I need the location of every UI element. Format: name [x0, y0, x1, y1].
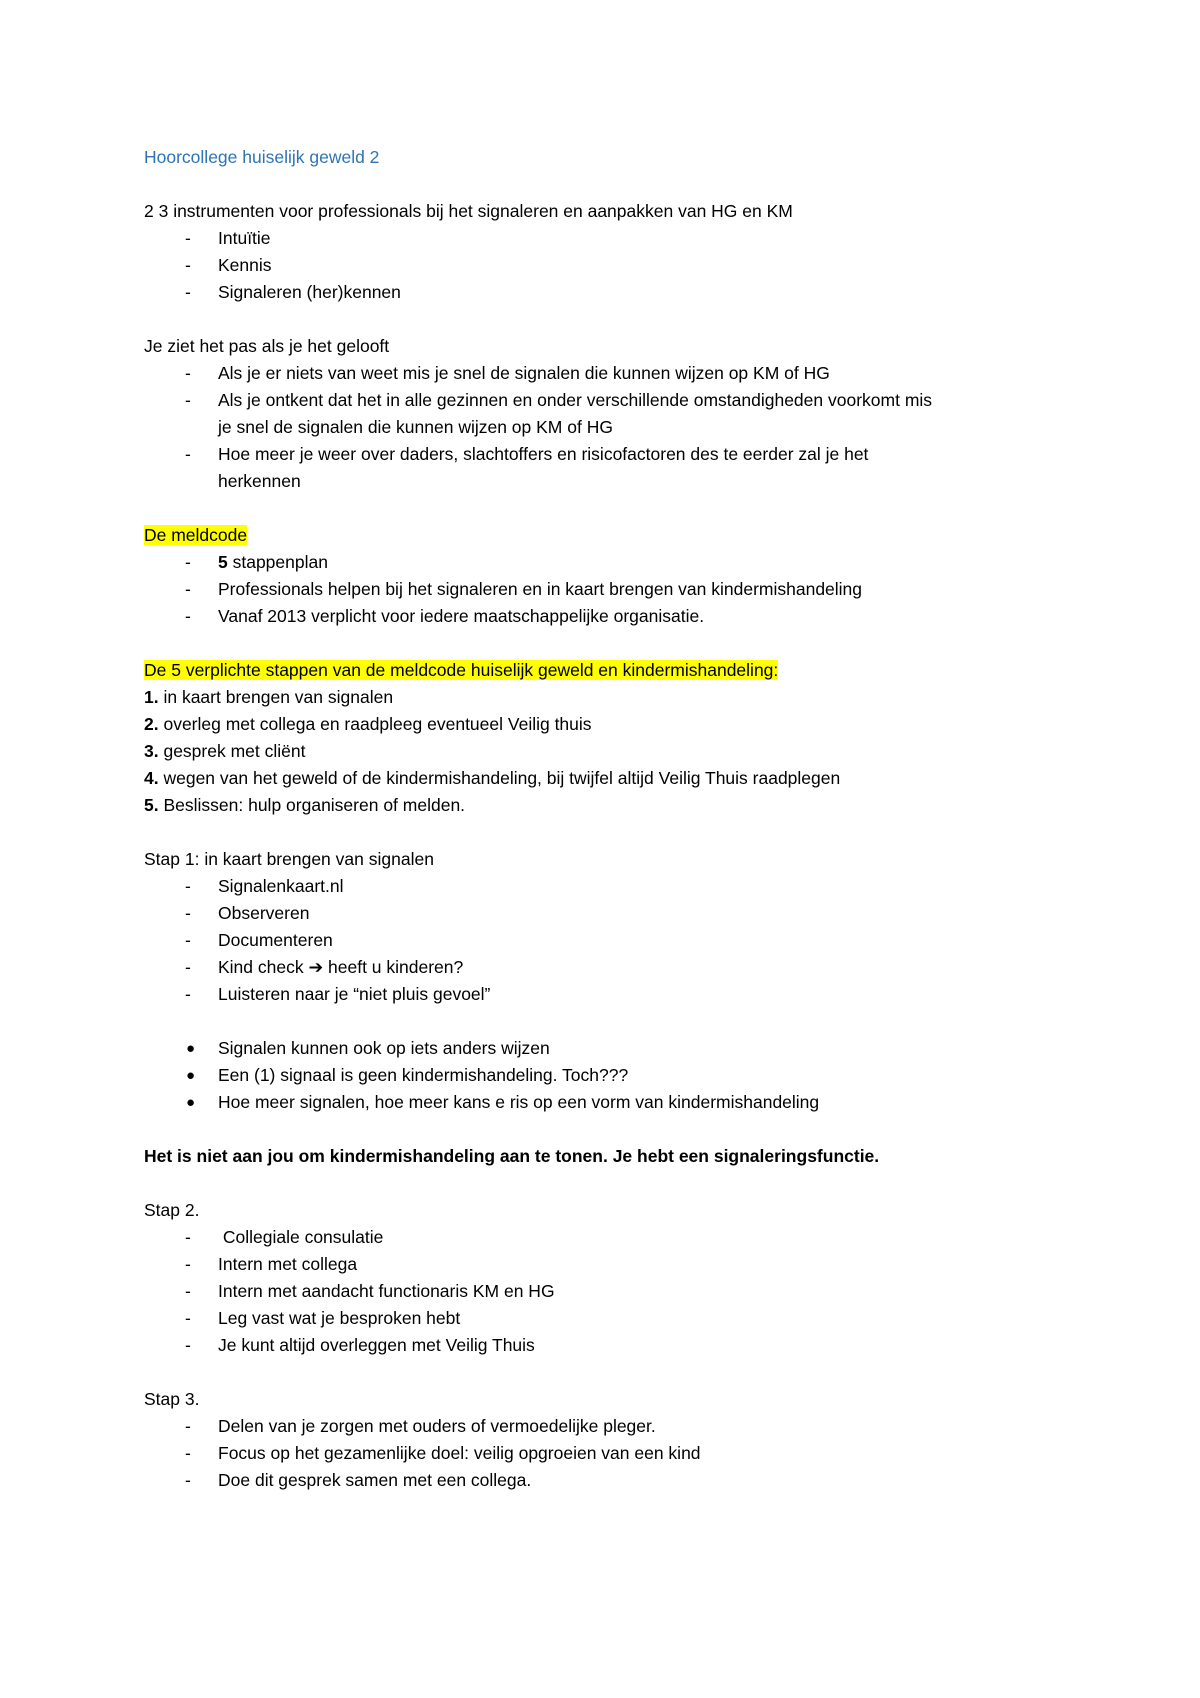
list-item: Intern met collega	[218, 1254, 358, 1274]
list-item: Hoe meer je weer over daders, slachtoffers en risicofactoren des te eerder zal je het	[218, 444, 869, 464]
step-text: in kaart brengen van signalen	[158, 687, 394, 707]
dash-marker: -	[185, 363, 191, 383]
dash-marker: -	[185, 552, 191, 572]
list-item: Focus op het gezamenlijke doel: veilig opgroeien van een kind	[218, 1443, 701, 1463]
dash-marker: -	[185, 930, 191, 950]
list-item: Documenteren	[218, 930, 333, 950]
list-item: Kennis	[218, 255, 272, 275]
section-heading-gelooft: Je ziet het pas als je het gelooft	[144, 336, 390, 356]
document-title: Hoorcollege huiselijk geweld 2	[144, 147, 380, 167]
list-item: Collegiale consulatie	[218, 1227, 384, 1247]
dash-marker: -	[185, 1254, 191, 1274]
step-line	[144, 765, 840, 792]
dash-marker: -	[185, 957, 191, 977]
dash-marker: -	[185, 984, 191, 1004]
dash-marker: -	[185, 1443, 191, 1463]
section-heading-instruments: 2 3 instrumenten voor professionals bij het signaleren en aanpakken van HG en KM	[144, 201, 793, 221]
step-line	[144, 738, 305, 765]
section-heading-stap-2: Stap 2.	[144, 1200, 200, 1220]
dash-marker: -	[185, 255, 191, 275]
step-number: 2.	[144, 714, 159, 734]
highlighted-heading: De 5 verplichte stappen van de meldcode huiselijk geweld en kindermishandeling:	[144, 660, 779, 680]
list-item: Delen van je zorgen met ouders of vermoedelijke pleger.	[218, 1416, 656, 1436]
step-number: 1.	[144, 687, 159, 707]
bold-number: 5	[218, 552, 228, 572]
list-item: Leg vast wat je besproken hebt	[218, 1308, 461, 1328]
dash-marker: -	[185, 228, 191, 248]
bullet-marker: ●	[186, 1040, 196, 1057]
dash-marker: -	[185, 1470, 191, 1490]
step-number: 5.	[144, 795, 159, 815]
list-item-continuation: herkennen	[218, 471, 301, 491]
list-item: Intuïtie	[218, 228, 271, 248]
list-item	[218, 549, 328, 576]
bold-statement: Het is niet aan jou om kindermishandeling aan te tonen. Je hebt een signaleringsfunctie.	[144, 1146, 880, 1166]
dash-marker: -	[185, 1281, 191, 1301]
list-item: Als je er niets van weet mis je snel de signalen die kunnen wijzen op KM of HG	[218, 363, 830, 383]
section-heading-stap-1: Stap 1: in kaart brengen van signalen	[144, 849, 434, 869]
bullet-marker: ●	[186, 1067, 196, 1084]
step-text: wegen van het geweld of de kindermishandeling, bij twijfel altijd Veilig Thuis raadplegen	[158, 768, 841, 788]
step-text: gesprek met cliënt	[158, 741, 306, 761]
step-line	[144, 711, 592, 738]
arrow-right-icon: ➔	[308, 957, 324, 977]
list-item: Observeren	[218, 903, 310, 923]
list-item-continuation: je snel de signalen die kunnen wijzen op KM of HG	[218, 417, 613, 437]
list-item: Je kunt altijd overleggen met Veilig Thuis	[218, 1335, 535, 1355]
dash-marker: -	[185, 444, 191, 464]
dash-marker: -	[185, 1308, 191, 1328]
list-item-text: heeft u kinderen?	[323, 957, 464, 977]
dash-marker: -	[185, 1416, 191, 1436]
dash-marker: -	[185, 282, 191, 302]
dash-marker: -	[185, 579, 191, 599]
list-item: Als je ontkent dat het in alle gezinnen en onder verschillende omstandigheden voorkomt mis	[218, 390, 933, 410]
bullet-item: Een (1) signaal is geen kindermishandeling. Toch???	[218, 1065, 629, 1085]
dash-marker: -	[185, 390, 191, 410]
dash-marker: -	[185, 903, 191, 923]
section-heading-5-stappen	[144, 657, 778, 684]
bullet-item: Signalen kunnen ook op iets anders wijzen	[218, 1038, 550, 1058]
step-number: 4.	[144, 768, 159, 788]
list-item: Doe dit gesprek samen met een collega.	[218, 1470, 532, 1490]
list-item-text: Kind check	[218, 957, 309, 977]
bullet-item: Hoe meer signalen, hoe meer kans e ris op een vorm van kindermishandeling	[218, 1092, 820, 1112]
dash-marker: -	[185, 876, 191, 896]
step-text: overleg met collega en raadpleeg eventueel Veilig thuis	[158, 714, 592, 734]
highlighted-heading: De meldcode	[144, 525, 248, 545]
list-item: Luisteren naar je “niet pluis gevoel”	[218, 984, 491, 1004]
step-text: Beslissen: hulp organiseren of melden.	[158, 795, 466, 815]
step-line	[144, 684, 393, 711]
list-item-kind-check	[218, 954, 463, 981]
list-item: Professionals helpen bij het signaleren en in kaart brengen van kindermishandeling	[218, 579, 863, 599]
dash-marker: -	[185, 606, 191, 626]
dash-marker: -	[185, 1335, 191, 1355]
step-line	[144, 792, 465, 819]
list-item: Vanaf 2013 verplicht voor iedere maatschappelijke organisatie.	[218, 606, 705, 626]
list-item: Signaleren (her)kennen	[218, 282, 401, 302]
list-item: Intern met aandacht functionaris KM en HG	[218, 1281, 555, 1301]
list-item: Signalenkaart.nl	[218, 876, 344, 896]
section-heading-stap-3: Stap 3.	[144, 1389, 200, 1409]
section-heading-meldcode	[144, 522, 247, 549]
list-item-text: stappenplan	[227, 552, 328, 572]
step-number: 3.	[144, 741, 159, 761]
dash-marker: -	[185, 1227, 191, 1247]
bullet-marker: ●	[186, 1094, 196, 1111]
